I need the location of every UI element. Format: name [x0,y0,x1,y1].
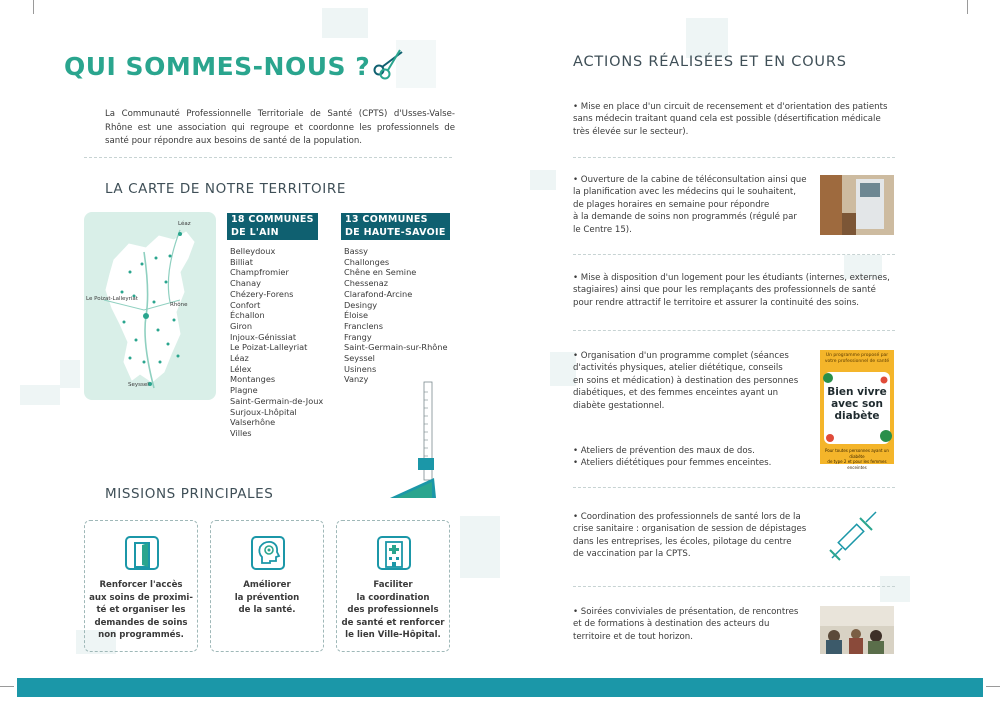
commune-item: Belleydoux [230,246,276,256]
action-line: crise sanitaire : organisation de session de dépistages [573,524,807,535]
commune-item: Usinens [344,363,377,374]
poster-top-line: Un programme proposé par [825,353,889,358]
divider [573,586,895,587]
commune-item: Giron [230,320,253,331]
action-line: la planification avec les médecins qui le souhaitent, [573,187,796,198]
action-line: • Soirées conviviales de présentation, de rencontres [573,607,799,617]
divider [573,157,895,158]
action-line: diabétiques, et des femmes enceintes ayant un [573,388,779,399]
poster-bottom-line: Pour toutes personnes ayant un diabète [825,448,889,459]
crop-mark [33,0,34,14]
action-item [573,445,813,470]
mission-text-line: le lien Ville-Hôpital. [345,630,441,640]
action-item [573,606,813,643]
commune-item: Frangy [344,331,372,342]
commune-item: Desingy [344,299,378,310]
mission-text-line: té et organiser les [96,605,186,615]
commune-item: Chêne en Semine [344,267,417,278]
mission-text [341,579,445,642]
mission-text-line: demandes de soins [94,617,188,628]
commune-item: Plagne [230,385,258,396]
commune-item: Éloise [344,310,369,321]
mission-text-line: des professionnels [347,605,439,615]
crop-mark [967,0,968,14]
commune-item: Clarafond-Arcine [344,288,413,299]
action-item [573,350,813,412]
commune-item: Bassy [344,246,369,256]
poster-title-line: avec son [831,398,883,410]
divider [573,254,895,255]
action-item [573,101,895,138]
commune-item: Léaz [230,353,249,364]
meeting-photo [820,606,894,654]
teleconsultation-photo [820,175,894,235]
commune-item: Injoux-Génissiat [230,331,297,342]
mission-text [89,579,193,642]
meeting-photo-image [820,606,894,654]
action-line: en soins et médication) à destination des personnes [573,375,799,386]
door-icon [124,535,160,571]
action-line: • Mise à disposition d'un logement pour les étudiants (internes, externes, [573,273,890,283]
action-line: territoire et de tout horizon. [573,631,693,642]
decor-square [880,576,910,602]
divider [573,487,895,488]
poster-top-line: votre professionnel de santé [824,359,890,364]
commune-item: Billiat [230,256,253,267]
action-line: pour rendre attractif le territoire et assurer la continuité des soins. [573,297,860,308]
decor-square [322,8,368,38]
mission-text-line: Renforcer l'accès [99,580,183,590]
commune-item: Seyssel [344,353,375,364]
action-line: le Centre 15). [573,224,632,235]
action-line: d'activités physiques, atelier diététique, conseils [573,363,783,374]
haute-savoie-header [341,213,450,240]
map-label-poizat: Le Poizat-Lalleyriat [86,296,138,302]
divider [573,330,895,331]
map-label-leaz: Léaz [178,221,191,227]
commune-item: Chanay [230,278,261,289]
mission-text-line: non programmés. [98,630,184,640]
mission-text-line: aux soins de proximi- [89,592,193,603]
mission-text-line: Améliorer [243,580,291,590]
territory-map-shape [84,212,216,400]
commune-item: Challonges [344,256,390,267]
poster-bottom-line: de type 2 et pour les femmes enceintes [827,459,887,470]
haute-savoie-header-line2: DE HAUTE-SAVOIE [345,226,446,238]
action-line: • Mise en place d'un circuit de recensement et d'orientation des patients [573,102,888,112]
poster-bottom-text [823,448,891,470]
haute-savoie-communes-list [344,246,448,385]
mission-text-line: la coordination [356,592,430,603]
diabetes-poster [820,350,894,470]
commune-item: Montanges [230,374,276,385]
action-line: • Ateliers de prévention des maux de dos. [573,446,755,456]
decor-square [60,360,80,388]
commune-item: Échallon [230,310,265,321]
missions-title: MISSIONS PRINCIPALES [105,486,274,502]
ain-communes-list [230,246,323,439]
action-line: de vaccination par la CPTS. [573,549,691,560]
poster-title-line: Bien vivre [827,386,887,398]
hospital-icon [376,535,412,571]
action-line: dans les entreprises, les écoles, pilotage du centre [573,536,792,547]
crop-mark [986,686,1000,687]
action-line: sans médecin traitant quand cela est possible (désertification médicale [573,114,881,125]
map-label-rhone: Rhône [170,302,188,308]
page-title: QUI SOMMES-NOUS ? [64,52,371,81]
scissors-icon [372,48,406,80]
intro-paragraph: La Communauté Professionnelle Territoriale de Santé (CPTS) d'Usses-Valse-Rhône est une association qui regroupe et coordonne les professionnels de santé pour répondre aux besoins de santé de la population. [105,109,455,146]
mission-text-line: de santé et renforcer [341,617,445,628]
commune-item: Villes [230,427,252,438]
action-line: stagiaires) ainsi que pour les remplaçants des professionnels de santé [573,285,876,296]
ain-header-line1: 18 COMMUNES [231,214,314,225]
height-gauge-icon [388,380,438,500]
divider [84,157,452,158]
commune-item: Lélex [230,363,252,374]
map-section-title: LA CARTE DE NOTRE TERRITOIRE [105,181,346,197]
commune-item: Le Poizat-Lalleyriat [230,342,308,353]
ain-header [227,213,318,240]
action-item [573,511,813,561]
action-line: • Organisation d'un programme complet (séances [573,351,789,361]
decor-square [686,18,728,58]
commune-item: Valserhône [230,417,276,428]
decor-square [460,516,500,578]
mission-text-line: de la santé. [238,605,296,615]
decor-square [530,170,556,190]
action-line: • Ouverture de la cabine de téléconsultation ainsi que [573,175,807,185]
crop-mark [0,686,14,687]
action-line: à la demande de soins non programmés (régulé par [573,212,797,223]
syringe-icon [826,508,882,564]
territory-map [84,212,216,400]
mission-text [215,579,319,617]
commune-item: Vanzy [344,374,369,385]
action-line: et de formations à destination des acteurs du [573,619,770,630]
action-line: très élevée sur le secteur). [573,126,689,137]
commune-item: Chessenaz [344,278,389,289]
mission-card [210,520,324,652]
haute-savoie-header-line1: 13 COMMUNES [345,214,428,225]
poster-title [826,386,888,422]
mission-text-line: la prévention [234,592,300,603]
action-item [573,272,895,309]
action-line: • Coordination des professionnels de santé lors de la [573,512,801,522]
commune-item: Franclens [344,320,383,331]
commune-item: Saint-Germain-sur-Rhône [344,342,448,353]
map-label-seyssel: Seyssel [128,382,149,388]
ain-header-line2: DE L'AIN [231,226,279,238]
commune-item: Saint-Germain-de-Joux [230,395,324,406]
commune-item: Chézery-Forens [230,288,294,299]
commune-item: Confort [230,299,261,310]
footer-bar [17,678,983,697]
actions-title: ACTIONS RÉALISÉES ET EN COURS [573,54,847,70]
poster-top-text [824,353,890,365]
mission-card [336,520,450,652]
mission-text-line: Faciliter [373,580,413,590]
teleconsultation-photo-image [820,175,894,235]
action-line: de plages horaires en semaine pour répondre [573,199,770,210]
action-item [573,174,813,236]
commune-item: Champfromier [230,267,289,278]
mission-card [84,520,198,652]
poster-title-line: diabète [834,410,880,422]
commune-item: Surjoux-Lhôpital [230,406,297,417]
action-line: diabète gestationnel. [573,400,665,411]
decor-square [20,385,60,405]
head-brain-icon [250,535,286,571]
action-line: • Ateliers diététiques pour femmes enceintes. [573,458,772,469]
